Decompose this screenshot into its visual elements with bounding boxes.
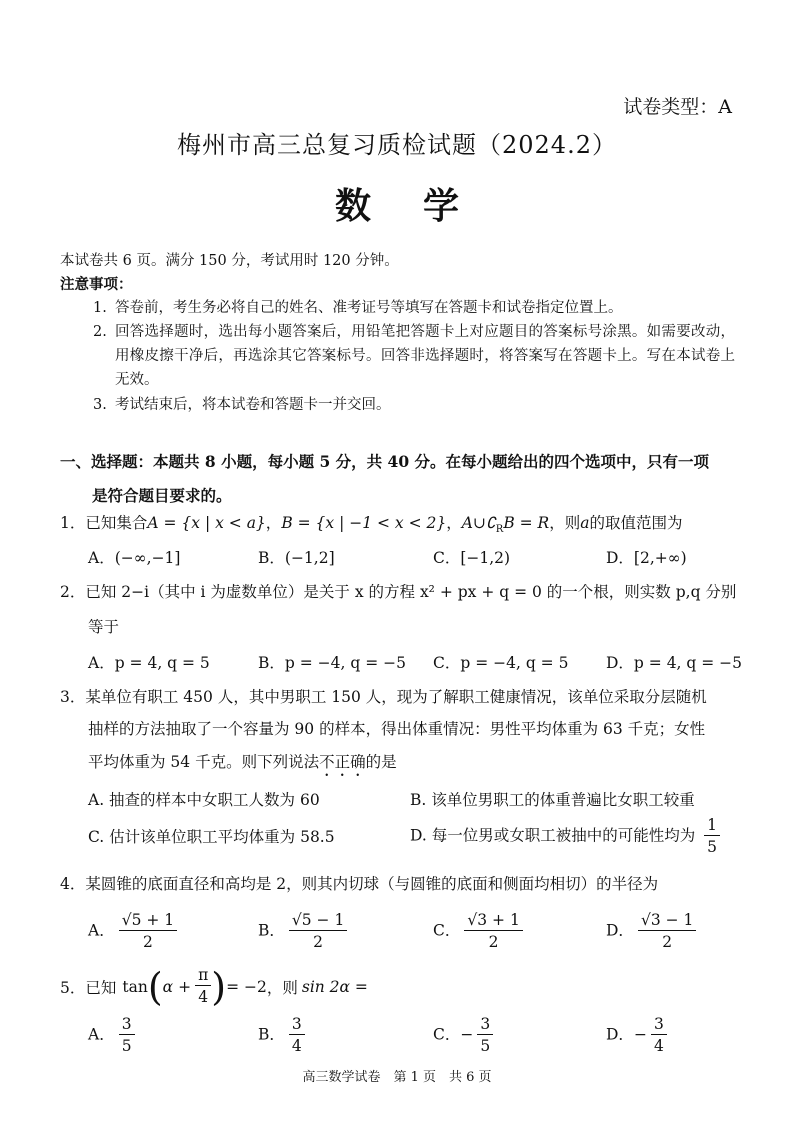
fraction (651, 1014, 667, 1057)
note-number: 3. (93, 397, 107, 413)
tan-function: tan (122, 977, 148, 996)
math-expression: A = {x | x < a} (147, 514, 266, 532)
question-5-option-c (433, 1014, 493, 1057)
question-5-option-b (258, 1014, 305, 1057)
fraction (704, 815, 720, 858)
question-3-option-d (410, 815, 720, 858)
exam-title: 梅州市高三总复习质检试题（2024.2） (177, 131, 617, 159)
math-expression: B = R (503, 514, 550, 532)
denominator: 5 (480, 1037, 491, 1055)
numerator: √5 + 1 (119, 910, 177, 931)
question-1-option-b: B．(−1,2] (258, 549, 335, 567)
denominator: 2 (488, 933, 499, 951)
option-label: C． (433, 921, 461, 940)
notes-heading: 注意事项： (60, 276, 133, 293)
math-expression: α + (162, 977, 192, 996)
question-4-option-a (88, 910, 177, 953)
question-3-option-b: B. 该单位男职工的体重普遍比女职工较重 (410, 791, 695, 809)
denominator: 4 (291, 1037, 302, 1055)
fraction (638, 910, 696, 953)
section-heading-line2: 是符合题目要求的。 (92, 486, 232, 505)
question-2-option-b: B．p = −4, q = −5 (258, 654, 406, 672)
option-label: D． (606, 1025, 634, 1044)
math-expression: = −2 (226, 977, 267, 996)
question-2-option-a: A．p = 4, q = 5 (88, 654, 210, 672)
question-5-stem (60, 965, 740, 1008)
question-2-stem (60, 580, 740, 602)
page-footer: 高三数学试卷 第 1 页 共 6 页 (302, 1070, 492, 1085)
option-label: B． (258, 921, 285, 940)
denominator: 4 (653, 1037, 664, 1055)
denominator: 5 (707, 838, 718, 856)
separator: ， (446, 514, 462, 532)
question-1-option-c: C．[−1,2) (433, 549, 511, 567)
tan-equation (60, 965, 368, 1008)
question-number: 5． (60, 978, 86, 997)
stem-text: 的取值范围为 (589, 514, 683, 532)
question-number: 2． (60, 583, 86, 601)
question-number: 3． (60, 688, 86, 706)
option-label: A． (88, 921, 115, 940)
numerator: 3 (289, 1014, 305, 1035)
subject-title: 数学 (334, 185, 511, 227)
numerator: √3 − 1 (638, 910, 696, 931)
denominator: 2 (142, 933, 153, 951)
note-number: 2. (93, 324, 107, 340)
paper-type-label: 试卷类型：A (623, 96, 732, 118)
denominator: 2 (313, 933, 324, 951)
section-heading-line1: 一、选择题：本题共 8 小题，每小题 5 分，共 40 分。在每小题给出的四个选项中，只有一项 (60, 452, 710, 471)
fraction (289, 910, 347, 953)
stem-text: 已知 2−i（其中 i 为虚数单位）是关于 x 的方程 x² + px + q = 0 的一个根，则实数 p,q 分别 (85, 583, 737, 601)
question-3-option-a: A. 抽查的样本中女职工人数为 60 (88, 791, 320, 809)
question-5-option-a (88, 1014, 135, 1057)
emphasized-text: 不正确 (319, 753, 366, 771)
question-number: 1． (60, 514, 86, 532)
denominator: 2 (662, 933, 673, 951)
numerator: 3 (651, 1014, 667, 1035)
exam-summary: 本试卷共 6 页。满分 150 分，考试用时 120 分钟。 (60, 253, 399, 269)
question-number: 4． (60, 875, 86, 893)
math-expression: A∪∁ (461, 514, 496, 532)
question-4-option-b (258, 910, 347, 953)
question-1-option-a: A．(−∞,−1] (88, 549, 181, 567)
denominator: 4 (198, 988, 209, 1006)
math-expression: B = {x | −1 < x < 2} (281, 514, 447, 532)
question-3-line-3 (88, 750, 768, 780)
option-text: D. 每一位男或女职工被抽中的可能性均为 (410, 826, 696, 845)
fraction (119, 1014, 135, 1057)
stem-text: 某单位有职工 450 人，其中男职工 150 人，现为了解职工健康情况，该单位采取分层随机 (85, 688, 707, 706)
stem-text: 已知 (85, 978, 117, 997)
question-4-option-d (606, 910, 696, 953)
option-label: A． (88, 1025, 115, 1044)
question-3-line-1 (60, 685, 740, 707)
question-2-option-c: C．p = −4, q = 5 (433, 654, 569, 672)
fraction (195, 965, 211, 1008)
fraction (289, 1014, 305, 1057)
sign: − (460, 1025, 474, 1044)
sign: − (633, 1025, 647, 1044)
question-2-option-d: D．p = 4, q = −5 (606, 654, 743, 672)
note-number: 1. (93, 300, 107, 316)
numerator: 3 (477, 1014, 493, 1035)
numerator: √5 − 1 (289, 910, 347, 931)
stem-text: ，则 (549, 514, 581, 532)
numerator: 1 (704, 815, 720, 836)
option-label: D． (606, 921, 634, 940)
question-3-line-2: 抽样的方法抽取了一个容量为 90 的样本，得出体重情况：男性平均体重为 63 千克；女性 (88, 720, 706, 738)
question-4-option-c (433, 910, 523, 953)
fraction (119, 910, 177, 953)
option-label: C． (433, 1025, 461, 1044)
question-1-stem (60, 511, 740, 535)
question-2-stem-cont: 等于 (88, 618, 120, 636)
fraction (477, 1014, 493, 1057)
stem-text: 已知集合 (85, 514, 148, 532)
question-4-stem (60, 872, 740, 894)
right-paren: ) (211, 964, 227, 1009)
stem-text: 平均体重为 54 千克。则下列说法 (88, 753, 320, 771)
note-text: 答卷前，考生务必将自己的姓名、准考证号等填写在答题卡和试卷指定位置上。 (115, 300, 623, 316)
stem-text: 的是 (365, 753, 397, 771)
stem-text: 某圆锥的底面直径和高均是 2，则其内切球（与圆锥的底面和侧面均相切）的半径为 (85, 875, 659, 893)
numerator: √3 + 1 (464, 910, 522, 931)
math-expression: sin 2α = (301, 977, 368, 996)
math-variable: a (580, 514, 590, 532)
numerator: 3 (119, 1014, 135, 1035)
section-heading (60, 445, 740, 513)
note-text: 考试结束后，将本试卷和答题卡一并交回。 (115, 397, 391, 413)
denominator: 5 (121, 1037, 132, 1055)
option-label: B． (258, 1025, 285, 1044)
separator: ， (265, 514, 282, 532)
numerator: π (195, 965, 211, 986)
question-3-option-c: C. 估计该单位职工平均体重为 58.5 (88, 828, 335, 846)
math-subscript: R (495, 524, 504, 536)
question-5-option-d (606, 1014, 667, 1057)
fraction (464, 910, 522, 953)
left-paren: ( (147, 964, 163, 1009)
stem-text: ，则 (266, 978, 298, 997)
question-1-option-d: D．[2,+∞) (606, 549, 687, 567)
note-text: 回答选择题时，选出每小题答案后，用铅笔把答题卡上对应题目的答案标号涂黑。如需要改动，用橡皮擦干净后，再选涂其它答案标号。回答非选择题时，将答案写在答题卡上。写在本试卷上无效。 (115, 324, 735, 388)
